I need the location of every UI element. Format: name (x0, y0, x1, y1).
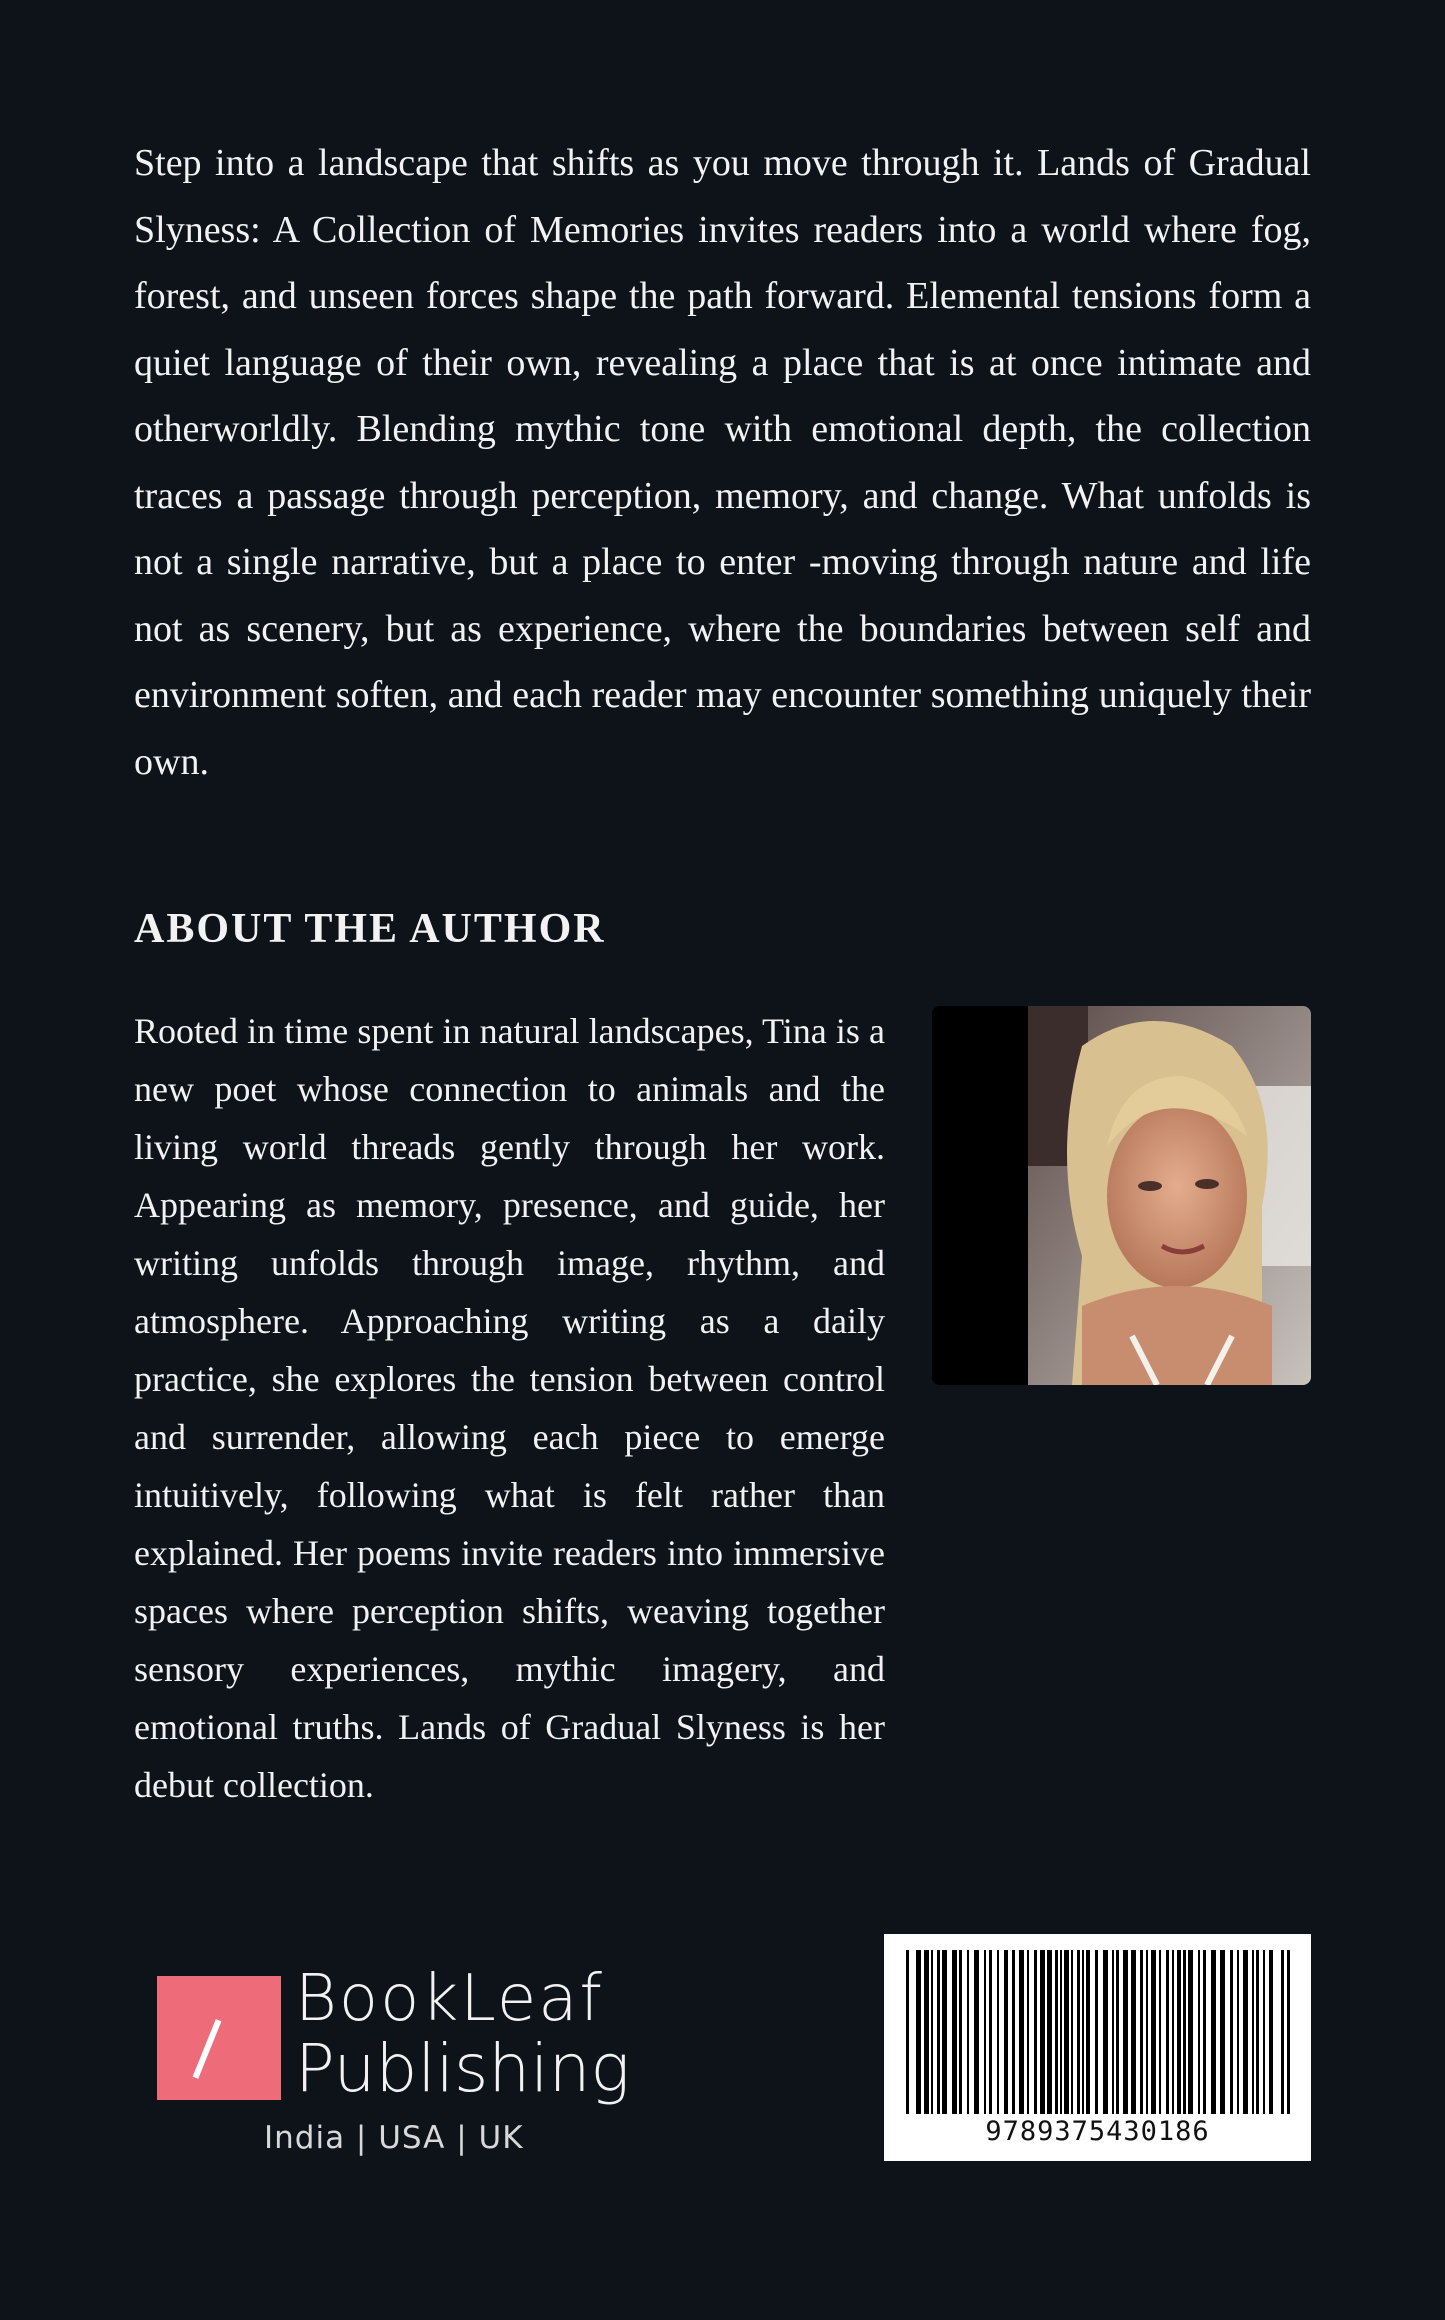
publisher-name-line2: Publishing (295, 2030, 631, 2107)
barcode-bars (902, 1950, 1293, 2114)
back-cover-blurb: Step into a landscape that shifts as you move through it. Lands of Gradual Slyness: A Collection of Memories invites readers into a world where fog, forest, and unseen forces shape the path forward. Elemental tensions form a quiet language of their own, revealing a place that is at once intimate and otherworldly. Blending mythic tone with emotional depth, the collection traces a passage through perception, memory, and change. What unfolds is not a single narrative, but a place to enter -moving through nature and life not as scenery, but as experience, where the boundaries between self and environment soften, and each reader may encounter something uniquely their own. (134, 142, 1311, 783)
publisher-name-line1: BookLeaf (295, 1962, 604, 2036)
bookleaf-publishing-logo (157, 1962, 631, 2168)
author-photo (932, 1006, 1311, 1385)
about-author-heading: ABOUT THE AUTHOR (134, 906, 606, 952)
isbn-barcode (884, 1934, 1311, 2161)
author-bio: Rooted in time spent in natural landscapes, Tina is a new poet whose connection to animals and the living world threads gently through her work. Appearing as memory, presence, and guide, her writing unfolds through image, rhythm, and atmosphere. Approaching writing as a daily practice, she explores the tension between control and surrender, allowing each piece to emerge intuitively, following what is felt rather than explained. Her poems invite readers into immersive spaces where perception shifts, weaving together sensory experiences, mythic imagery, and emotional truths. Lands of Gradual Slyness is her debut collection. (134, 1011, 885, 1805)
isbn-number: 9789375430186 (985, 2116, 1210, 2147)
publisher-regions: India | USA | UK (264, 2120, 524, 2156)
logo-slash-icon (157, 1976, 281, 2100)
